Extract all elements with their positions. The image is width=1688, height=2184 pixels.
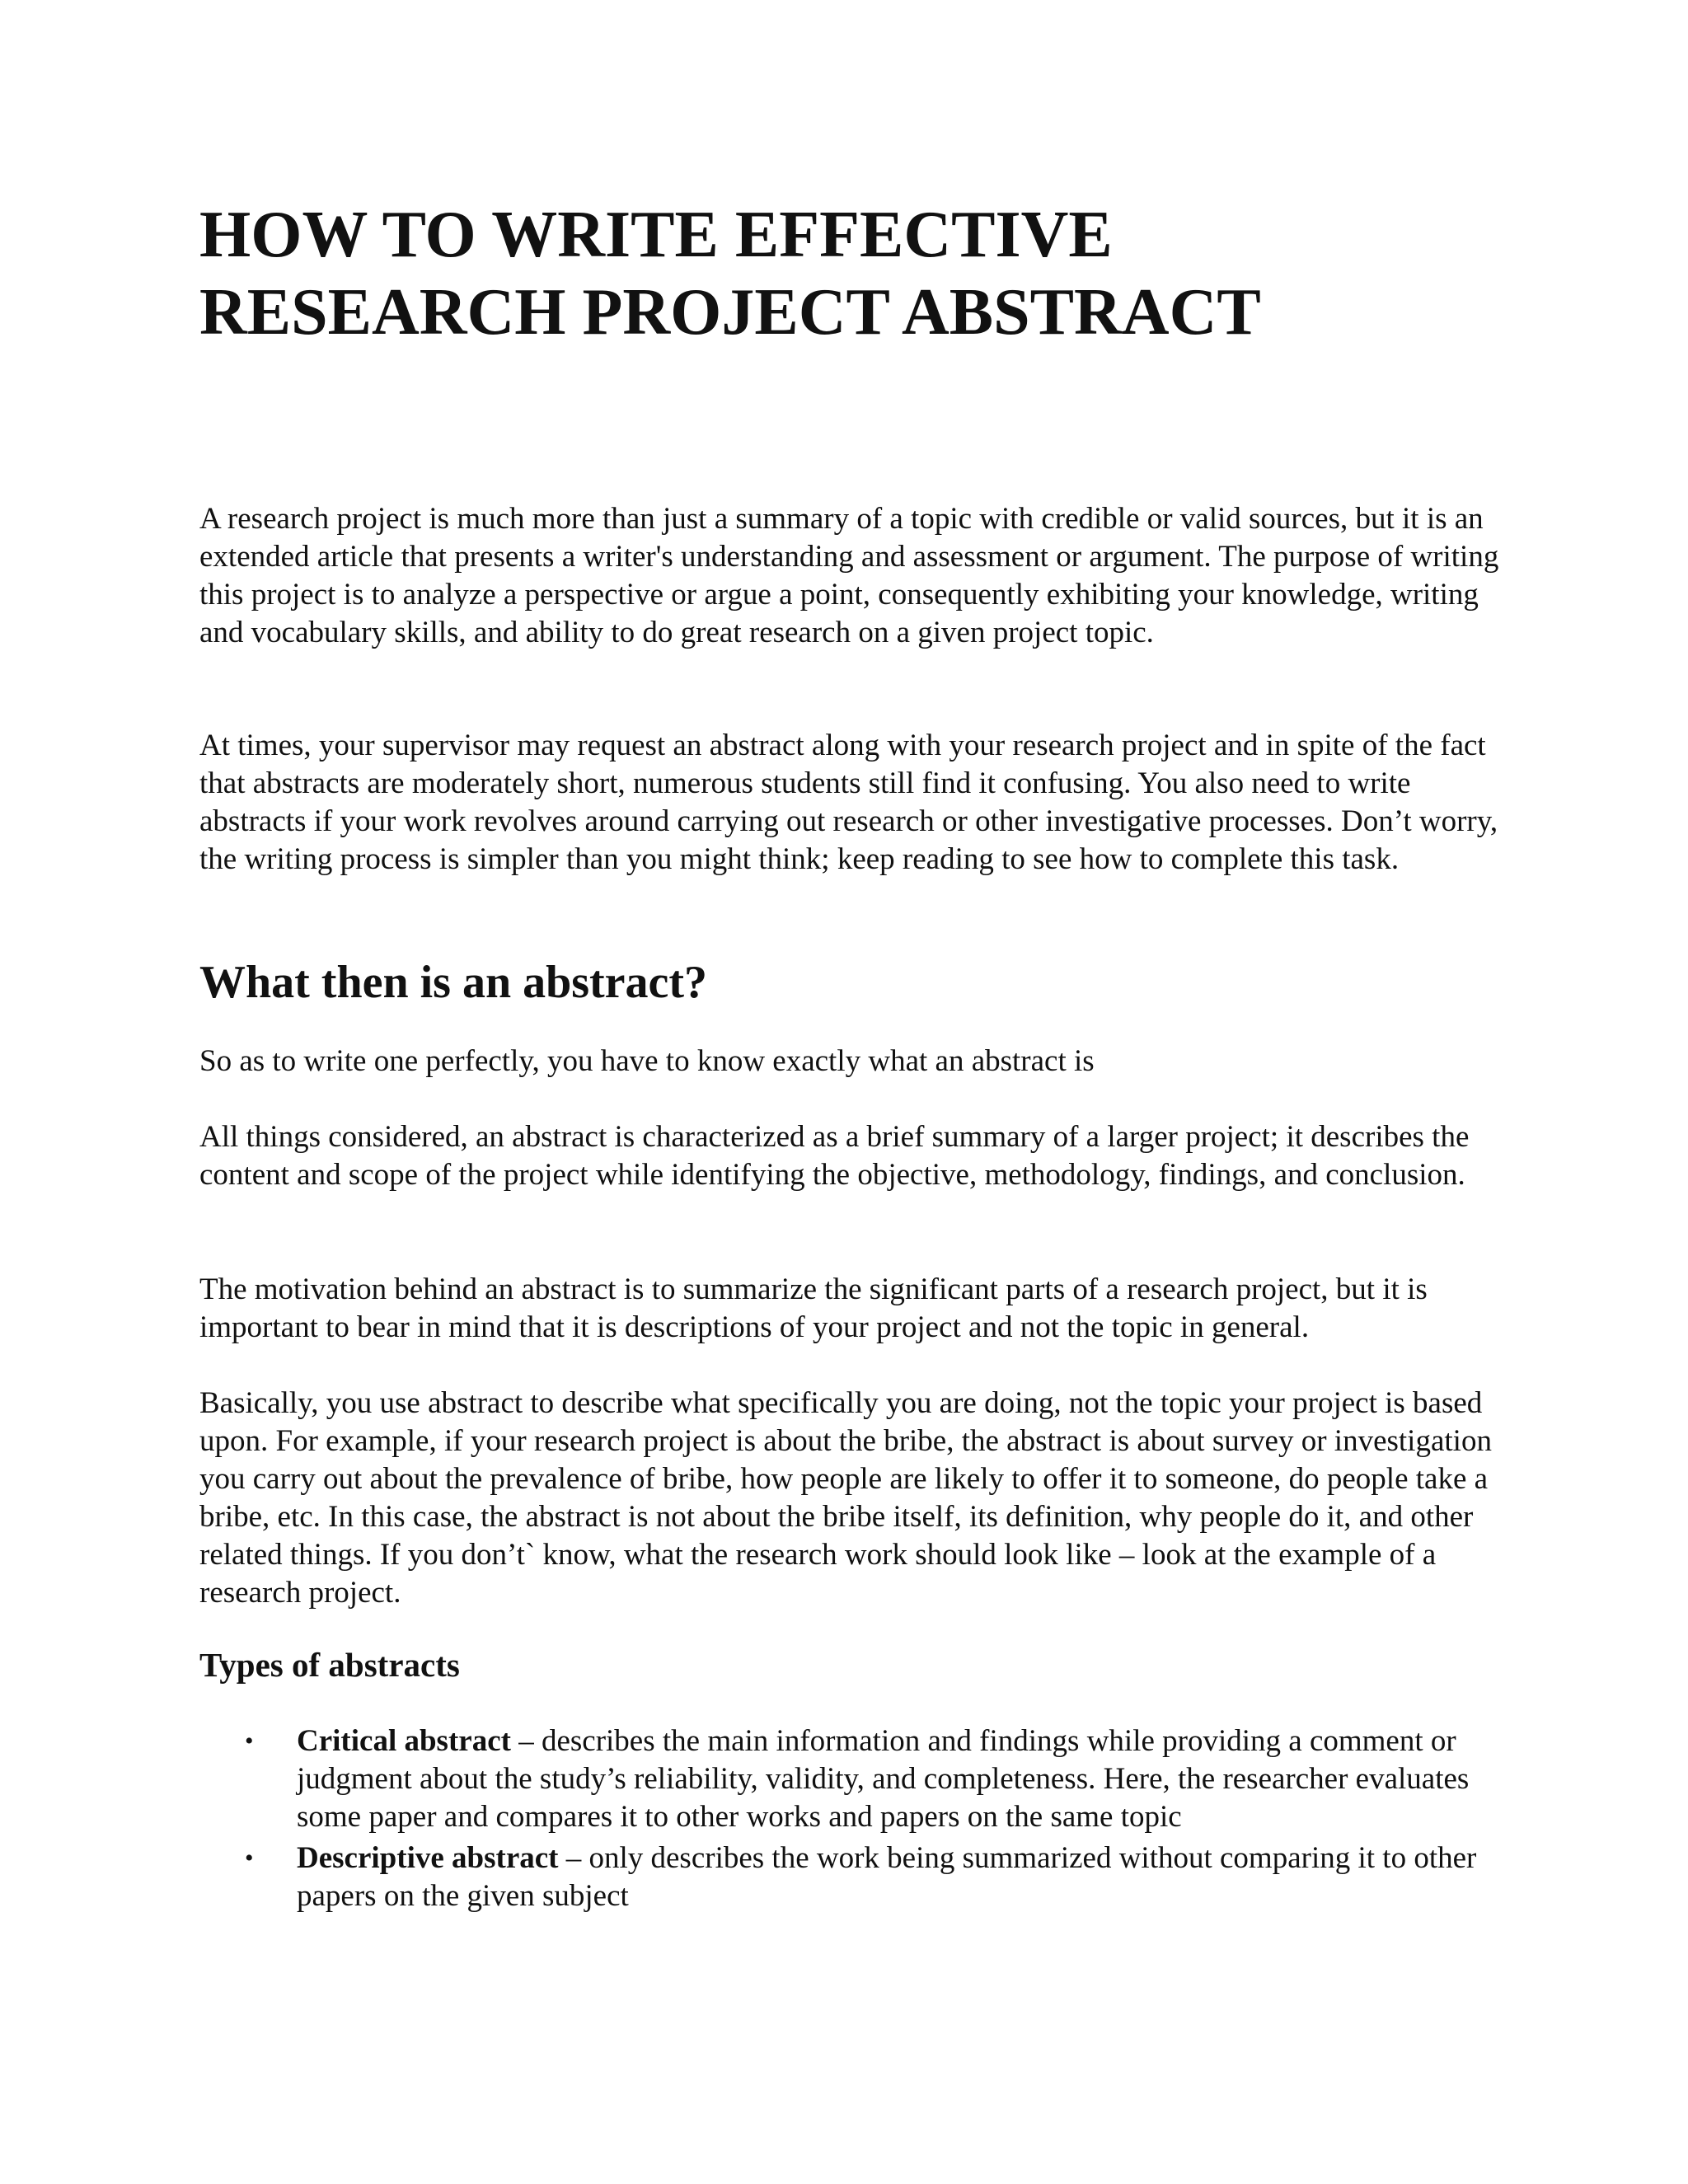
section-paragraph-2: All things considered, an abstract is characterized as a brief summary of a larger project; it describes the content and scope of the project while identifying the objective, methodology, findings, and conclusion. <box>199 1120 1470 1192</box>
list-item <box>199 1840 1502 1915</box>
intro-paragraph-2: At times, your supervisor may request an abstract along with your research project and in spite of the fact that abstracts are moderately short, numerous students still find it confusing. You also need to write abstracts if your work revolves around carrying out research or other investigative processes. Don’t worry, the writing process is simpler than you might think; keep reading to see how to complete this task. <box>199 729 1498 876</box>
type-term: Descriptive abstract <box>297 1841 559 1875</box>
list-item <box>199 1722 1502 1836</box>
section-paragraph-3: The motivation behind an abstract is to summarize the significant parts of a research project, but it is important to bear in mind that it is descriptions of your project and not the topic in general. <box>199 1272 1428 1344</box>
intro-paragraph-1: A research project is much more than just a summary of a topic with credible or valid sources, but it is an extended article that presents a writer's understanding and assessment or argument. The purpose of writing this project is to analyze a perspective or argue a point, consequently exhibiting your knowledge, writing and vocabulary skills, and ability to do great research on a given project topic. <box>199 502 1499 649</box>
type-description: – describes the main information and findings while providing a comment or judgment about the study’s reliability, validity, and completeness. Here, the researcher evaluates some paper and compares it to other works and papers on the same topic <box>297 1724 1470 1834</box>
abstract-types-list <box>199 1722 1502 1919</box>
bullet-icon: • <box>245 1844 254 1872</box>
type-description: – only describes the work being summarized without comparing it to other papers on the given subject <box>297 1841 1477 1913</box>
type-term: Critical abstract <box>297 1724 511 1758</box>
title-line-2: RESEARCH PROJECT ABSTRACT <box>199 276 1261 349</box>
bullet-icon: • <box>245 1727 254 1755</box>
document-title <box>199 196 1502 351</box>
section-paragraph-4: Basically, you use abstract to describe what specifically you are doing, not the topic your project is based upon. For example, if your research project is about the bribe, the abstract is about survey or investigation you carry out about the prevalence of bribe, how people are likely to offer it to someone, do people take a bribe, etc. In this case, the abstract is not about the bribe itself, its definition, why people do it, and other related things. If you don’t` know, what the research work should look like – look at the example of a research project. <box>199 1386 1492 1610</box>
section-heading: What then is an abstract? <box>199 957 708 1008</box>
title-line-1: HOW TO WRITE EFFECTIVE <box>199 199 1113 271</box>
section-paragraph-1: So as to write one perfectly, you have to know exactly what an abstract is <box>199 1044 1095 1078</box>
types-heading: Types of abstracts <box>199 1646 460 1684</box>
